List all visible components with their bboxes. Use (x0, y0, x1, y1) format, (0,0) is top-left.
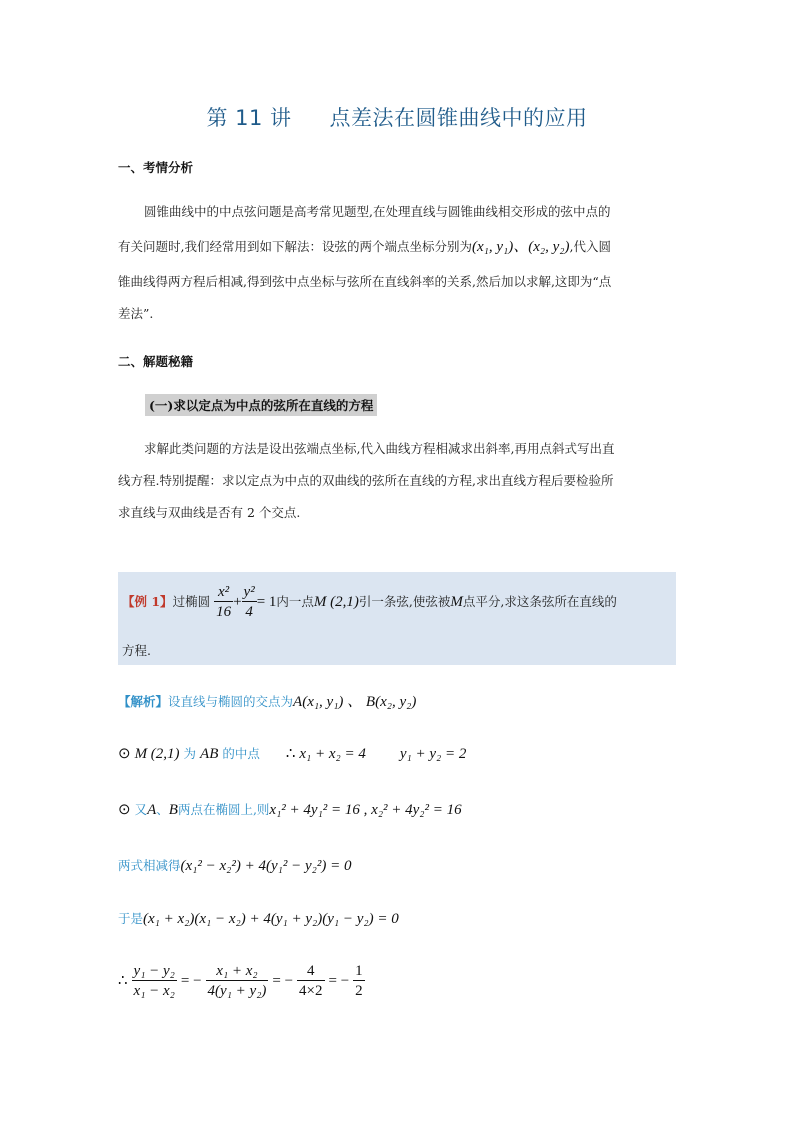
section2-line-c: 求直线与双曲线是否有 2 个交点. (118, 505, 301, 520)
because-symbol: ⊙ (118, 746, 131, 762)
numeric-fraction: $\frac{4}{4\times 2}$ (299, 963, 323, 999)
solution-line-6: ∴ $\frac{\text{y₁ − y₂}}{\text{x₁ − x₂}}$ = − $\frac{\text{x₁ + x₂}}{\text{4(y₁ + y₂)}}$ = − $\frac{4}{4\times 2}$ = − $\frac{1}{2}$ (118, 963, 363, 999)
result-fraction: $\frac{1}{2}$ (355, 963, 363, 999)
section1-line-c: 锥曲线得两方程后相减,得到弦中点坐标与弦所在直线斜率的关系,然后加以求解,这即为“点 (118, 274, 612, 289)
page-title (0, 102, 794, 132)
section1-paragraph (118, 196, 676, 227)
point-m: M (2,1) (313, 594, 359, 610)
example-problem: 【例 1】过椭圆 $\frac{\text{x²}}{16}$ + $\frac{\text{y²}}{4}$ = 1内一点M (2,1)引一条弦,使弦被M点平分,求这条弦所在直线的 (122, 584, 617, 620)
solution-line-5: 于是(x₁ + x₂)(x₁ − x₂) + 4(y₁ + y₂)(y₁ − y₂) = 0 (118, 911, 399, 927)
section1-line-d: 差法”. (118, 306, 154, 321)
section-heading-2: 二、解题秘籍 (118, 354, 194, 369)
solution-line-3: ⊙ 又A、B两点在椭圆上,则x₁² + 4y₁² = 16 , x₂² + 4y₂² = 16 (118, 802, 462, 818)
slope-fraction: $\frac{\text{y₁ − y₂}}{\text{x₁ − x₂}}$ (133, 963, 175, 999)
because-symbol: ⊙ (118, 802, 131, 818)
section1-line-a: 圆锥曲线中的中点弦问题是高考常见题型,在处理直线与圆锥曲线相交形成的弦中点的 (144, 204, 611, 219)
section-heading-1: 一、考情分析 (118, 160, 194, 175)
therefore-symbol: ∴ (118, 973, 128, 989)
solution-line-4: 两式相减得(x₁² − x₂²) + 4(y₁² − y₂²) = 0 (118, 858, 352, 874)
solution-line-1: 【解析】设直线与椭圆的交点为A(x₁, y₁) 、 B(x₂, y₂) (118, 694, 417, 710)
lesson-topic: 点差法在圆锥曲线中的应用 (329, 106, 588, 130)
solution-line-2: ⊙ M (2,1) 为 AB 的中点 ∴ x₁ + x₂ = 4 y₁ + y₂ = 2 (118, 746, 467, 762)
sum-fraction: $\frac{\text{x₁ + x₂}}{\text{4(y₁ + y₂)}}$ (207, 963, 267, 999)
subsection-heading: (一)求以定点为中点的弦所在直线的方程 (145, 394, 377, 416)
lesson-number: 第 11 讲 (206, 106, 292, 130)
fraction-x2-16: $\frac{\text{x²}}{16}$ (216, 584, 232, 620)
endpoint-coordinates: (x₁, y₁)、(x₂, y₂) (471, 239, 570, 255)
example-problem-cont: 方程. (122, 643, 151, 658)
example-tag: 【例 1】 (122, 594, 173, 609)
fraction-y2-4: $\frac{\text{y²}}{4}$ (243, 584, 255, 620)
solution-tag: 【解析】 (118, 694, 169, 709)
section2-line-a: 求解此类问题的方法是设出弦端点坐标,代入曲线方程相减求出斜率,再用点斜式写出直 (144, 441, 615, 456)
section2-line-b: 线方程.特别提醒：求以定点为中点的双曲线的弦所在直线的方程,求出直线方程后要检验所 (118, 473, 614, 488)
section1-line-b: 有关问题时,我们经常用到如下解法：设弦的两个端点坐标分别为(x₁, y₁)、(x₂, y₂),代入圆 (118, 239, 611, 255)
